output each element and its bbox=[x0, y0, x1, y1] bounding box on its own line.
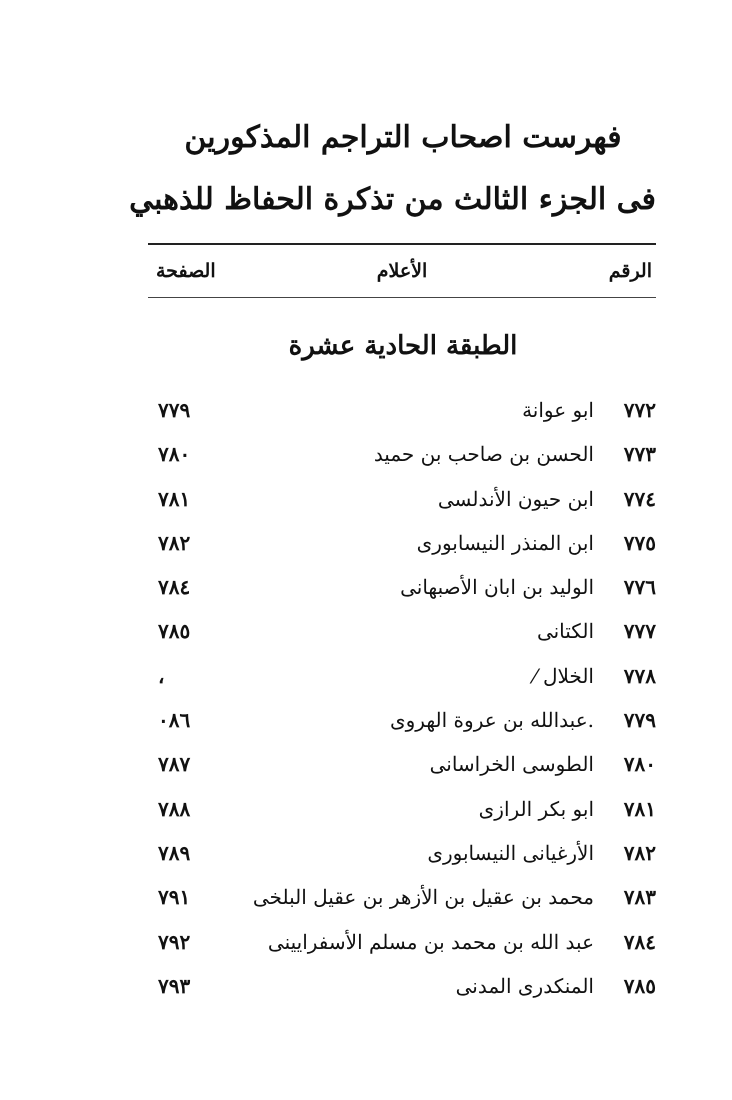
list-item bbox=[148, 432, 656, 476]
entry-page: ٧٨١ bbox=[158, 486, 191, 511]
list-item bbox=[148, 654, 656, 698]
entry-number: ٧٨١ bbox=[623, 796, 656, 821]
entry-page: ٧٨٠ bbox=[158, 442, 191, 467]
page-title-line-2: فى الجزء الثالث من تذكرة الحفاظ للذهبي bbox=[129, 182, 656, 217]
entry-name: ابن المنذر النيسابورى bbox=[416, 530, 594, 555]
entry-name: الخلال ⁄ bbox=[533, 663, 594, 688]
list-item bbox=[148, 565, 656, 609]
entry-page: ٧٨٩ bbox=[158, 840, 191, 865]
entry-page: ٧٩٣ bbox=[158, 973, 191, 998]
list-item bbox=[148, 875, 656, 919]
entry-name: الكتانى bbox=[536, 619, 594, 644]
section-title: الطبقة الحادية عشرة bbox=[288, 331, 518, 361]
entry-page: ٧٨٤ bbox=[158, 575, 191, 600]
list-item bbox=[148, 787, 656, 831]
entry-number: ٧٨٣ bbox=[623, 885, 656, 910]
entries-list bbox=[148, 388, 656, 1008]
column-header-names: الأعلام bbox=[376, 260, 428, 282]
entry-name: ابو عوانة bbox=[522, 398, 594, 422]
entry-name: الوليد بن ابان الأصبهانى bbox=[400, 575, 594, 600]
entry-name: الطوسى الخراسانى bbox=[429, 752, 594, 777]
header-rule-top bbox=[148, 243, 656, 245]
entry-page: ٠٨٦ bbox=[158, 708, 191, 733]
entry-number: ٧٧٢ bbox=[623, 398, 656, 422]
column-header-row bbox=[148, 254, 656, 288]
list-item bbox=[148, 920, 656, 964]
entry-number: ٧٧٤ bbox=[623, 486, 656, 511]
entry-page: ٧٧٩ bbox=[158, 398, 191, 422]
entry-page: ، bbox=[158, 663, 165, 688]
list-item bbox=[148, 521, 656, 565]
entry-name: محمد بن عقيل بن الأزهر بن عقيل البلخى bbox=[252, 885, 594, 910]
list-item bbox=[148, 698, 656, 742]
entry-number: ٧٨٠ bbox=[623, 752, 656, 777]
list-item bbox=[148, 477, 656, 521]
list-item bbox=[148, 388, 656, 432]
entry-page: ٧٨٢ bbox=[158, 530, 191, 555]
entry-page: ٧٩١ bbox=[158, 885, 191, 910]
entry-number: ٧٧٧ bbox=[623, 619, 656, 644]
entry-name: .عبدالله بن عروة الهروى bbox=[389, 708, 594, 733]
entry-name: ابن حيون الأندلسى bbox=[437, 486, 594, 511]
list-item bbox=[148, 831, 656, 875]
entry-page: ٧٩٢ bbox=[158, 929, 191, 954]
page-title-line-1: فهرست اصحاب التراجم المذكورين bbox=[184, 120, 622, 155]
entry-number: ٧٨٤ bbox=[623, 929, 656, 954]
header-rule-bottom bbox=[148, 297, 656, 298]
list-item bbox=[148, 964, 656, 1008]
list-item bbox=[148, 742, 656, 786]
entry-number: ٧٧٣ bbox=[623, 442, 656, 467]
entry-number: ٧٧٥ bbox=[623, 530, 656, 555]
column-header-page: الصفحة bbox=[156, 260, 216, 282]
entry-name: ابو بكر الرازى bbox=[478, 796, 594, 821]
entry-name: عبد الله بن محمد بن مسلم الأسفرايينى bbox=[267, 929, 594, 954]
entry-name: الأرغيانى النيسابورى bbox=[427, 840, 594, 865]
entry-number: ٧٨٥ bbox=[623, 973, 656, 998]
entry-name: الحسن بن صاحب بن حميد bbox=[373, 442, 594, 467]
list-item bbox=[148, 609, 656, 653]
column-header-number: الرقم bbox=[608, 260, 652, 282]
entry-page: ٧٨٨ bbox=[158, 796, 191, 821]
entry-number: ٧٧٩ bbox=[623, 708, 656, 733]
entry-number: ٧٧٨ bbox=[623, 663, 656, 688]
entry-number: ٧٨٢ bbox=[623, 840, 656, 865]
entry-page: ٧٨٧ bbox=[158, 752, 191, 777]
entry-name: المنكدرى المدنى bbox=[455, 973, 594, 998]
entry-page: ٧٨٥ bbox=[158, 619, 191, 644]
entry-number: ٧٧٦ bbox=[623, 575, 656, 600]
